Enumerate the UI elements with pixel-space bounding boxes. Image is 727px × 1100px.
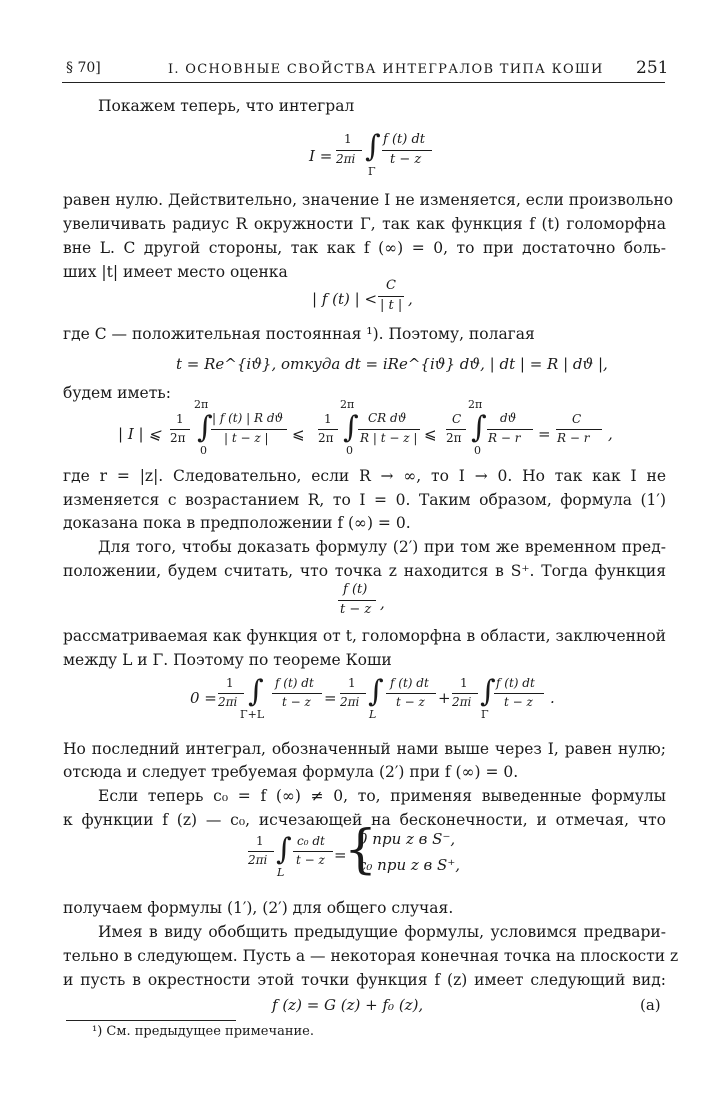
book-page: § 70] I. ОСНОВНЫЕ СВОЙСТВА ИНТЕГРАЛОВ ТИПА КОШИ 251 Покажем теперь, что интеграл I = 1 2πi ∫ Γ f (t) dt t − z равен нулю. Действительно, значение I не изменяется, если произвольно увеличивать радиус R окружности Γ, так как функция f (t) голоморфна вне L. С другой стороны, так как f (∞) = 0, то при достаточно боль- ших |t| имеет место оценка | f (t) | < C | t | , где C — положительная постоянная ¹). Поэтому, полагая t = Re^{iϑ}, откуда dt = iRe^{iϑ} dϑ, | dt | = R | dϑ |, будем иметь: | I | ⩽ 1 2π 2π ∫ 0 | f (t) | R dϑ | t − z | ⩽ 1 2π 2π ∫ 0 CR dϑ R | t − z | ⩽ C 2π 2π ∫ 0 dϑ R − r = C R − r , где r = |z|. Следовательно, если R → ∞, то I → 0. Но так как I не изменяется с возрастанием R, то I = 0. Таким образом, формула (1′) доказана пока в предположении f (∞) = 0. Для того, чтобы доказать формулу (2′) при том же временном пред- положении, будем считать, что точка z находится в S⁺. Тогда функция f (t) t − z , рассматриваемая как функция от t, голоморфна в области, заключенной между L и Γ. Поэтому по теореме Коши 0 = 1 2πi ∫ Γ+L f (t) dt t − z = 1 2πi ∫ L f (t) dt t − z + 1 2πi ∫ Γ f (t) dt t − z . Но последний интеграл, обозначенный нами выше через I, равен нулю; отсюда и следует требуемая формула (2′) при f (∞) = 0. Если теперь c₀ = f (∞) ≠ 0, то, применяя выведенные формулы к функции f (z) — c₀, исчезающей на бесконечности, и отмечая, что 1 2πi ∫ L c₀ dt t − z = { 0 при z в S⁻, c₀ при z в S⁺, получаем формулы (1′), (2′) для общего случая. Имея в виду обобщить предыдущие формулы, условимся предвари- тельно в следующем. Пусть a — некоторая конечная точка на плоскости z и пусть в окрестности этой точки функция f (z) имеет следующий вид: f (z) = G (z) + f₀ (z), (a) ¹) См. предыдущее примечание. [63, 58, 679, 1039]
paragraph-line: где r = |z|. Следовательно, если R → ∞, то I → 0. Но так как I не [63, 467, 666, 485]
equation-tag: (a) [640, 996, 661, 1014]
paragraph-line: будем иметь: [63, 384, 171, 402]
paragraph-line: вне L. С другой стороны, так как f (∞) = 0, то при достаточно боль- [63, 239, 666, 257]
paragraph-line: доказана пока в предположении f (∞) = 0. [63, 514, 411, 532]
integral-sign: ∫ [343, 410, 359, 445]
integral-sign: ∫ [197, 410, 213, 445]
section-number: § 70] [66, 60, 101, 76]
footnote: ¹) См. предыдущее примечание. [92, 1024, 314, 1039]
paragraph-line: равен нулю. Действительно, значение I не изменяется, если произвольно [63, 191, 674, 209]
paragraph-line: между L и Γ. Поэтому по теореме Коши [63, 651, 392, 669]
paragraph-line: увеличивать радиус R окружности Γ, так как функция f (t) голоморфна [63, 215, 666, 233]
paragraph-line: тельно в следующем. Пусть a — некоторая конечная точка на плоскости z [63, 947, 679, 965]
footnote-rule [66, 1020, 236, 1021]
paragraph-line: получаем формулы (1′), (2′) для общего случая. [63, 899, 454, 917]
paragraph-line: Покажем теперь, что интеграл [98, 97, 355, 115]
header-rule [62, 82, 665, 83]
paragraph-line: рассматриваемая как функция от t, голоморфна в области, заключенной [63, 627, 666, 645]
paragraph-line: ших |t| имеет место оценка [63, 263, 288, 281]
paragraph-line: к функции f (z) — c₀, исчезающей на бесконечности, и отмечая, что [63, 811, 666, 829]
integral-sign: ∫ [248, 674, 264, 709]
paragraph-line: Имея в виду обобщить предыдущие формулы, условимся предвари- [98, 923, 666, 941]
paragraph-line: Но последний интеграл, обозначенный нами выше через I, равен нулю; [63, 740, 666, 758]
paragraph-line: изменяется с возрастанием R, то I = 0. Таким образом, формула (1′) [63, 491, 666, 509]
paragraph-line: и пусть в окрестности этой точки функция f (z) имеет следующий вид: [63, 971, 666, 989]
page-number: 251 [636, 58, 669, 78]
paragraph-line: положении, будем считать, что точка z находится в S⁺. Тогда функция [63, 562, 666, 580]
formula-substitution: t = Re^{iϑ}, откуда dt = iRe^{iϑ} dϑ, | dt | = R | dϑ |, [176, 355, 608, 373]
integral-sign: ∫ [368, 674, 384, 709]
formula-a: f (z) = G (z) + f₀ (z), [272, 996, 424, 1014]
paragraph-line: Если теперь c₀ = f (∞) ≠ 0, то, применяя выведенные формулы [98, 787, 666, 805]
paragraph-line: Для того, чтобы доказать формулу (2′) при том же временном пред- [98, 538, 666, 556]
integral-sign: ∫ [480, 674, 496, 709]
running-title: I. ОСНОВНЫЕ СВОЙСТВА ИНТЕГРАЛОВ ТИПА КОШИ [168, 62, 604, 77]
paragraph-line: отсюда и следует требуемая формула (2′) при f (∞) = 0. [63, 763, 519, 781]
integral-sign: ∫ [365, 129, 381, 164]
integral-sign: ∫ [276, 832, 292, 867]
left-brace: { [344, 820, 378, 880]
paragraph-line: где C — положительная постоянная ¹). Поэтому, полагая [63, 325, 535, 343]
integral-sign: ∫ [471, 410, 487, 445]
